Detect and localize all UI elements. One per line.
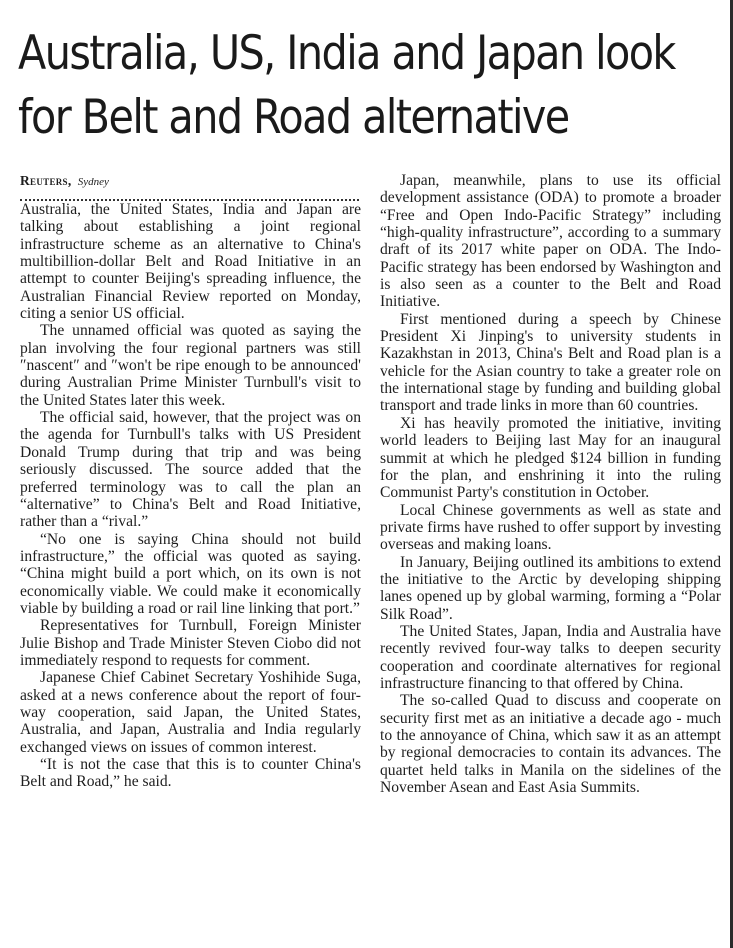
right-column [380,172,721,796]
paragraph: The so-called Quad to discuss and cooperate on security first met as an initiative a decade ago - much to the annoyance of China, which saw it as an attempt by regional democracies to contain its advances. The quartet held talks in Manila on the sidelines of the November Asean and East Asia Summits. [380,692,721,797]
paragraph: Australia, the United States, India and Japan are talking about establishing a joint regional infrastructure scheme as an alternative to China's multibillion-dollar Belt and Road Initiative in an attempt to counter Beijing's spreading influence, the Australian Financial Review reported on Monday, citing a senior US official. [20,201,361,323]
headline: Australia, US, India and Japan look for Belt and Road alternative [18,26,675,145]
paragraph: “It is not the case that this is to counter China's Belt and Road,” he said. [20,756,361,791]
paragraph: Local Chinese governments as well as state and private firms have rushed to offer support by investing overseas and making loans. [380,501,721,554]
byline-agency: Reuters, [20,173,72,188]
paragraph: Xi has heavily promoted the initiative, inviting world leaders to Beijing last May for an inaugural summit at which he pledged $124 billion in funding for the plan, and enshrining it into the ruling Communist Party's constitution in October. [380,414,721,502]
paragraph: “No one is saying China should not build infrastructure,” the official was quoted as saying. “China might build a port which, on its own is not economically viable. We could make it economically viable by building a road or rail line linking that port.” [20,530,361,617]
paragraph: First mentioned during a speech by Chinese President Xi Jinping's to university students in Kazakhstan in 2013, China's Belt and Road plan is a vehicle for the Asian country to take a greater role on the international stage by funding and building global transport and trade links in more than 60 countries. [380,310,721,415]
paragraph: In January, Beijing outlined its ambitions to extend the initiative to the Arctic by developing shipping lanes opened up by global warming, forming a “Polar Silk Road”. [380,553,721,623]
paragraph: Japan, meanwhile, plans to use its official development assistance (ODA) to promote a broader “Free and Open Indo-Pacific Strategy” including “high-quality infrastructure”, according to a summary draft of its 2017 white paper on ODA. The Indo-Pacific strategy has been endorsed by Washington and is also seen as a counter to the Belt and Road Initiative. [380,172,721,311]
paragraph: The unnamed official was quoted as saying the plan involving the four regional partners was still ″nascent″ and ″won't be ripe enough to be announced' during Australian Prime Minister Turnbull's visit to the United States later this week. [20,322,361,409]
paragraph: The official said, however, that the project was on the agenda for Turnbull's talks with US President Donald Trump during that trip and was being seriously discussed. The source added that the preferred terminology was to call the plan an “alternative” to China's Belt and Road Initiative, rather than a “rival.” [20,409,361,531]
paragraph: Representatives for Turnbull, Foreign Minister Julie Bishop and Trade Minister Steven Ciobo did not immediately respond to requests for comment. [20,617,361,669]
left-column [20,172,361,791]
byline [20,172,361,190]
paragraph: The United States, Japan, India and Australia have recently revived four-way talks to deepen security cooperation and coordinate alternatives for regional infrastructure financing to that offered by China. [380,622,721,692]
byline-dotted-rule [20,190,359,201]
paragraph: Japanese Chief Cabinet Secretary Yoshihide Suga, asked at a news conference about the report of four-way cooperation, said Japan, the United States, Australia, and Japan, Australia and India regularly exchanged views on issues of common interest. [20,669,361,756]
byline-location: Sydney [77,176,109,188]
